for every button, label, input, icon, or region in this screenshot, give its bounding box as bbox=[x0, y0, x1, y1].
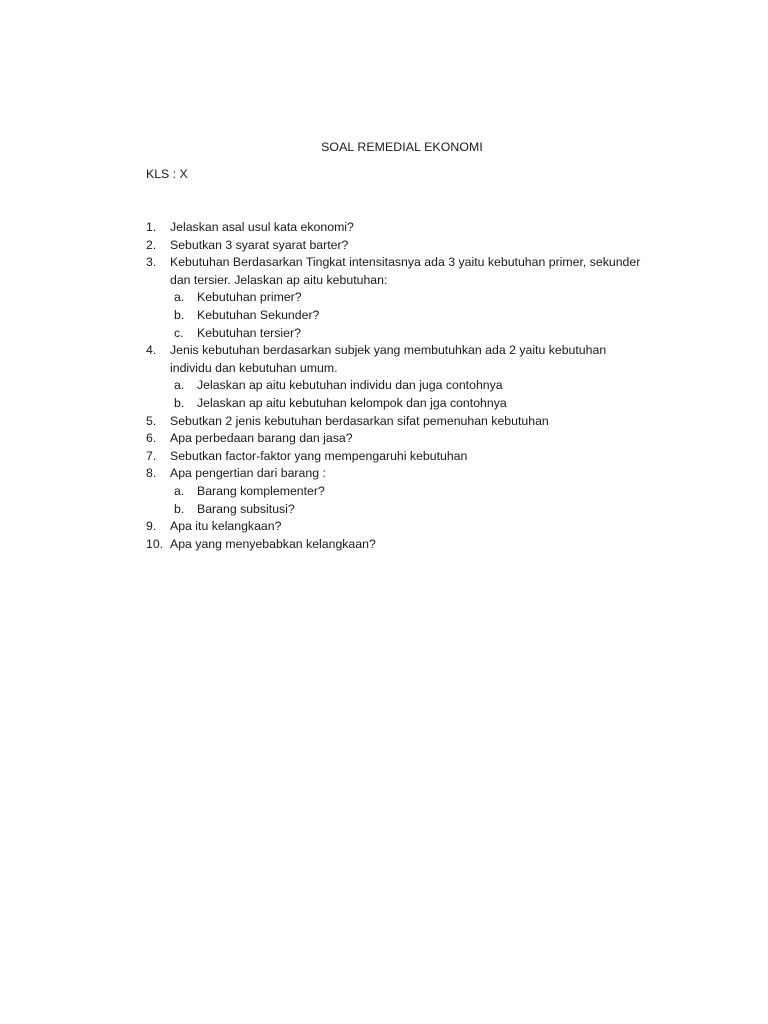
question-number: 5. bbox=[146, 413, 157, 428]
question-text: Sebutkan 2 jenis kebutuhan berdasarkan sifat pemenuhan kebutuhan bbox=[170, 413, 549, 428]
sub-question-text: Barang komplementer? bbox=[197, 483, 325, 498]
question-text: Apa itu kelangkaan? bbox=[170, 519, 282, 534]
question-text: Apa perbedaan barang dan jasa? bbox=[170, 431, 353, 446]
sub-question-letter: b. bbox=[174, 395, 185, 410]
document-title: SOAL REMEDIAL EKONOMI bbox=[321, 140, 483, 154]
sub-question-item bbox=[170, 325, 646, 343]
question-text: Sebutkan 3 syarat syarat barter? bbox=[170, 237, 349, 252]
question-text: Jelaskan asal usul kata ekonomi? bbox=[170, 220, 354, 234]
sub-question-text: Kebutuhan primer? bbox=[197, 290, 302, 305]
sub-question-text: Barang subsitusi? bbox=[197, 501, 295, 516]
sub-question-item bbox=[170, 307, 646, 325]
question-item bbox=[146, 465, 646, 518]
sub-question-letter: c. bbox=[174, 325, 184, 340]
sub-question-letter: b. bbox=[174, 307, 185, 322]
question-text: Kebutuhan Berdasarkan Tingkat intensitasnya ada 3 yaitu kebutuhan primer, sekunder dan tersier. Jelaskan ap aitu kebutuhan: bbox=[170, 255, 641, 287]
sub-question-item bbox=[170, 289, 646, 307]
question-item bbox=[146, 342, 646, 412]
question-item bbox=[146, 518, 646, 536]
question-list bbox=[146, 219, 646, 553]
sub-question-letter: a. bbox=[174, 290, 185, 305]
sub-question-letter: b. bbox=[174, 501, 185, 516]
sub-question-list bbox=[170, 483, 646, 518]
sub-question-text: Kebutuhan Sekunder? bbox=[197, 307, 320, 322]
sub-question-text: Kebutuhan tersier? bbox=[197, 325, 301, 340]
sub-question-item bbox=[170, 501, 646, 519]
question-number: 3. bbox=[146, 255, 157, 270]
sub-question-text: Jelaskan ap aitu kebutuhan individu dan juga contohnya bbox=[197, 378, 503, 393]
class-line: KLS : X bbox=[146, 167, 188, 181]
sub-question-text: Jelaskan ap aitu kebutuhan kelompok dan jga contohnya bbox=[197, 395, 507, 410]
question-number: 9. bbox=[146, 519, 157, 534]
sub-question-letter: a. bbox=[174, 378, 185, 393]
question-item bbox=[146, 536, 646, 554]
question-number: 10. bbox=[146, 536, 164, 551]
question-item bbox=[146, 448, 646, 466]
question-item bbox=[146, 219, 646, 237]
question-number: 4. bbox=[146, 343, 157, 358]
question-text: Jenis kebutuhan berdasarkan subjek yang membutuhkan ada 2 yaitu kebutuhan individu dan kebutuhan umum. bbox=[170, 343, 607, 375]
question-item bbox=[146, 413, 646, 431]
question-number: 6. bbox=[146, 431, 157, 446]
sub-question-item bbox=[170, 483, 646, 501]
question-text: Apa pengertian dari barang : bbox=[170, 466, 326, 481]
question-item bbox=[146, 237, 646, 255]
question-number: 2. bbox=[146, 237, 157, 252]
sub-question-letter: a. bbox=[174, 483, 185, 498]
question-text: Sebutkan factor-faktor yang mempengaruhi kebutuhan bbox=[170, 448, 468, 463]
question-number: 8. bbox=[146, 466, 157, 481]
sub-question-list bbox=[170, 289, 646, 342]
question-number: 1. bbox=[146, 220, 157, 234]
question-text: Apa yang menyebabkan kelangkaan? bbox=[170, 536, 376, 551]
sub-question-item bbox=[170, 395, 646, 413]
sub-question-list bbox=[170, 377, 646, 412]
sub-question-item bbox=[170, 377, 646, 395]
question-item bbox=[146, 254, 646, 342]
question-number: 7. bbox=[146, 448, 157, 463]
question-item bbox=[146, 430, 646, 448]
